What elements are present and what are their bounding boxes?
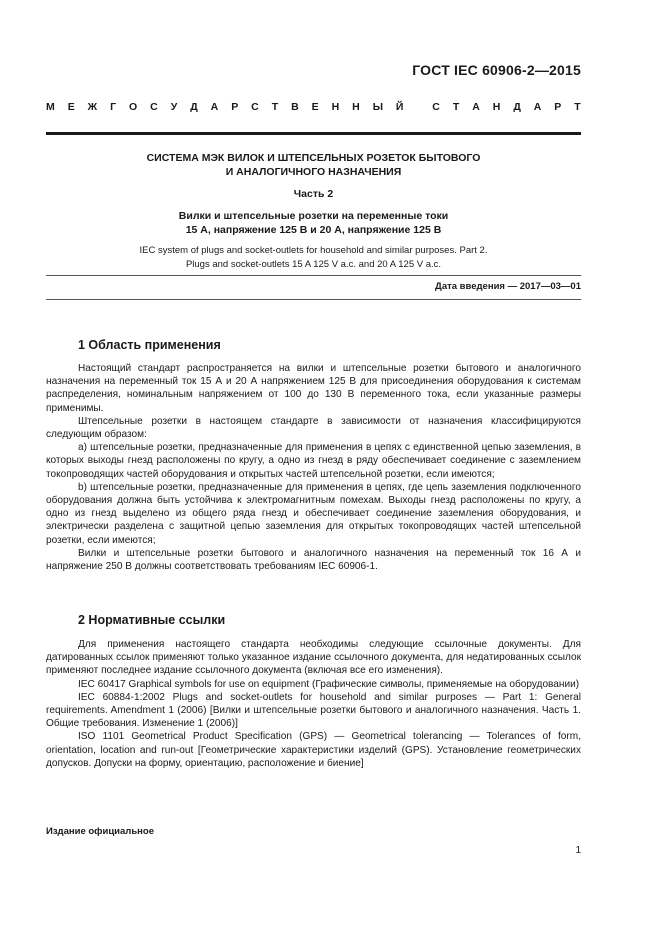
subtitle-line-2: 15 А, напряжение 125 В и 20 А, напряжение 125 В — [185, 224, 442, 236]
date-divider-bottom — [46, 299, 581, 300]
heading-letter: Н — [492, 101, 501, 113]
introduction-date: Дата введения — 2017—03—01 — [435, 281, 581, 292]
heading-letter: Т — [574, 101, 581, 113]
paragraph: IEC 60884-1:2002 Plugs and socket-outlets for household and similar purposes — Part 1: General requirements. Amendment 1 (2006) [Вилки и штепсельные розетки бытового и аналогичного назначения. Часть 1. Общие требования. Изменение 1 (2006)] — [46, 691, 581, 730]
heading-letter: У — [170, 101, 178, 113]
heading-letter: Т — [271, 101, 279, 113]
paragraph: Вилки и штепсельные розетки бытового и аналогичного назначения на переменный ток 16 А и напряжение 250 В должны соответствовать требованиям IEC 60906-1. — [46, 547, 581, 573]
paragraph: a) штепсельные розетки, предназначенные для применения в цепях с единственной цепью заземления, в которых выходы гнезд расположены по кругу, а одно из гнезд в ряду обеспечивает соединение с заземлением токопроводящих частей оборудования и открытых частей штепсельной розетки, если имеются; — [46, 442, 581, 480]
heading-letter: А — [533, 101, 542, 113]
edition-label: Издание официальное — [46, 826, 154, 837]
paragraph: Настоящий стандарт распространяется на вилки и штепсельные розетки бытового и аналогичного назначения на переменный ток 15 А и 20 А напряжением 125 В для присоединения оборудования к системам распределения, номинальным напряжением от 100 до 130 В переменного тока, если указанные размеры применимы. — [46, 363, 581, 414]
title-line-2: И АНАЛОГИЧНОГО НАЗНАЧЕНИЯ — [225, 166, 402, 178]
word-gap — [416, 101, 419, 113]
title-block — [46, 151, 581, 272]
heading-letter: Н — [352, 101, 360, 113]
heading-letter: Р — [231, 101, 239, 113]
paragraph: IEC 60417 Graphical symbols for use on equipment (Графические символы, применяемые на оборудовании) — [78, 678, 580, 690]
heading-letter: Е — [311, 101, 319, 113]
heading-letter: Й — [395, 101, 404, 113]
heading-letter: С — [251, 101, 259, 113]
date-divider-top — [46, 275, 581, 276]
paragraph: Для применения настоящего стандарта необходимы следующие ссылочные документы. Для датированных ссылок применяют только указанное издание ссылочного документа, для недатированных ссылок применяют последнее издание ссылочного документа (включая все его изменения). — [46, 639, 581, 677]
heading-letter: А — [210, 101, 219, 113]
heading-letter: А — [472, 101, 480, 113]
heading-letter: Е — [67, 101, 75, 113]
english-title-line-1: IEC system of plugs and socket-outlets for household and similar purposes. Part 2. — [139, 245, 488, 256]
heading-letter: О — [129, 101, 138, 113]
heading-letter: Р — [554, 101, 562, 113]
title-line-1: СИСТЕМА МЭК ВИЛОК И ШТЕПСЕЛЬНЫХ РОЗЕТОК БЫТОВОГО — [146, 152, 481, 164]
header-divider — [46, 132, 581, 135]
section-2-body — [46, 638, 581, 770]
heading-letter: Г — [110, 101, 117, 113]
heading-letter: М — [46, 101, 55, 113]
heading-letter: Ж — [87, 101, 98, 113]
paragraph: b) штепсельные розетки, предназначенные для применения в цепях, где цепь заземления подключенного оборудования должна быть устойчива к электромагнитным помехам. Выходы гнезд расположены по кругу, а одно из гнезд выделено из общего ряда гнезд и обеспечивает соединение заземления оборудования, и электрически разделена с защитной цепью заземления для открытых токопроводящих частей штепсельной розетки, если имеются; — [46, 481, 581, 546]
english-title-line-2: Plugs and socket-outlets 15 A 125 V a.c. and 20 A 125 V a.c. — [185, 259, 442, 270]
paragraph: Штепсельные розетки в настоящем стандарте в зависимости от назначения классифицируются следующим образом: — [46, 415, 581, 441]
subtitle-line-1: Вилки и штепсельные розетки на переменные токи — [178, 210, 449, 222]
heading-letter: С — [432, 101, 440, 113]
heading-letter: Ы — [372, 101, 383, 113]
part-label: Часть 2 — [293, 188, 334, 200]
heading-letter: Т — [452, 101, 460, 113]
heading-letter: Д — [513, 101, 521, 113]
page-number: 1 — [575, 845, 581, 856]
heading-letter: В — [291, 101, 299, 113]
section-2-heading: 2 Нормативные ссылки — [78, 613, 226, 627]
heading-letter: Н — [331, 101, 340, 113]
heading-letter: Д — [190, 101, 198, 113]
section-1-heading: 1 Область применения — [78, 338, 221, 352]
document-code: ГОСТ IEC 60906-2—2015 — [412, 62, 581, 78]
heading-letter: С — [150, 101, 158, 113]
paragraph: ISO 1101 Geometrical Product Specification (GPS) — Geometrical tolerancing — Tolerances of form, orientation, location and run-out [Геометрические характеристики изделий (GPS). Установление геометрических допусков. Допуски на форму, ориентацию, расположение и биение] — [46, 731, 581, 769]
section-1-body — [46, 362, 581, 573]
standard-type-heading — [46, 101, 581, 113]
